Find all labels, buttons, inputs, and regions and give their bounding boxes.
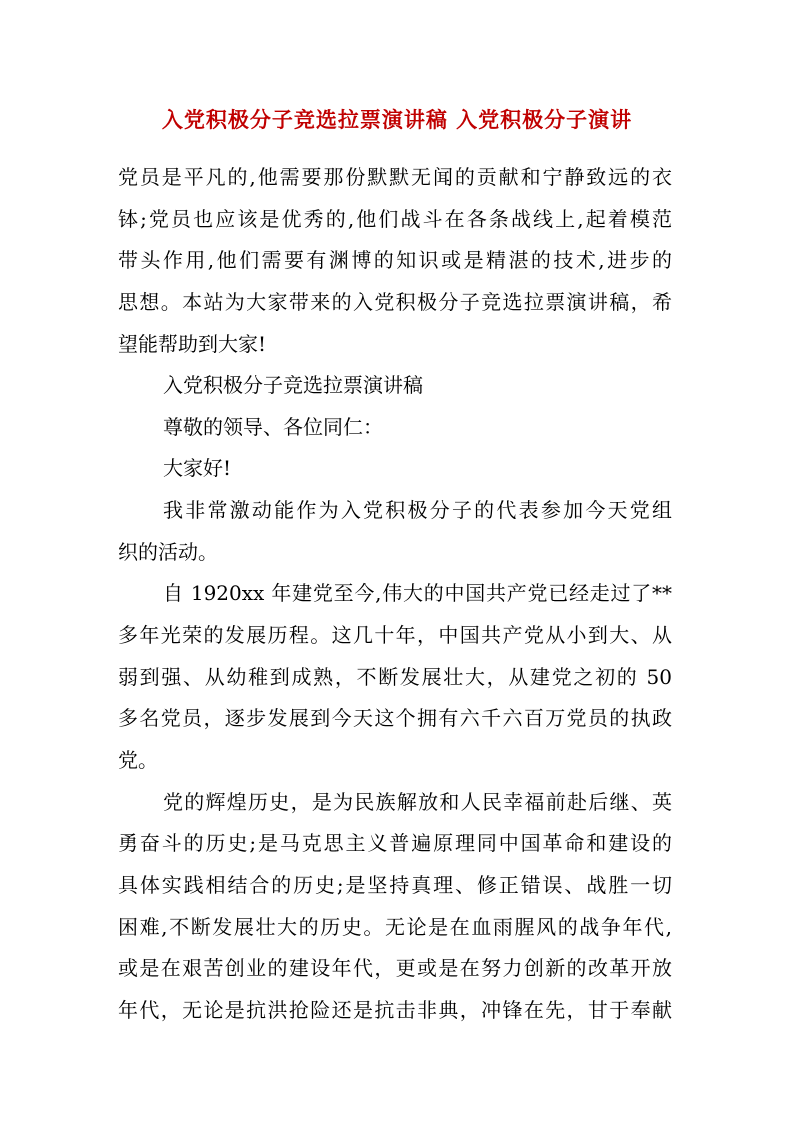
document-body <box>118 157 672 1031</box>
salutation <box>118 407 672 449</box>
text-line: 织的活动。 <box>118 539 218 564</box>
text-line: 自 1920xx 年建党至今,伟大的中国共产党已经走过了** <box>163 581 672 606</box>
text-line: 入党积极分子竞选拉票演讲稿 <box>163 373 423 398</box>
text-line: 党。 <box>118 747 158 772</box>
greeting <box>118 448 672 490</box>
body-paragraph <box>118 490 672 573</box>
text-line: 具体实践相结合的历史;是坚持真理、修正错误、战胜一切 <box>118 872 672 897</box>
text-line: 弱到强、从幼稚到成熟，不断发展壮大，从建党之初的 50 <box>118 664 672 689</box>
text-line: 困难,不断发展壮大的历史。无论是在血雨腥风的战争年代, <box>118 914 672 939</box>
text-line: 党员是平凡的,他需要那份默默无闻的贡献和宁静致远的衣 <box>118 165 672 189</box>
text-line: 党的辉煌历史，是为民族解放和人民幸福前赴后继、英 <box>163 789 672 814</box>
text-line: 勇奋斗的历史;是马克思主义普遍原理同中国革命和建设的 <box>118 831 672 856</box>
speech-heading <box>118 365 672 407</box>
text-line: 我非常激动能作为入党积极分子的代表参加今天党组 <box>163 498 672 523</box>
text-line: 或是在艰苦创业的建设年代，更或是在努力创新的改革开放 <box>118 956 672 981</box>
text-line: 多名党员，逐步发展到今天这个拥有六千六百万党员的执政 <box>118 706 672 731</box>
text-line: 带头作用,他们需要有渊博的知识或是精湛的技术,进步的 <box>118 248 672 273</box>
text-line: 年代，无论是抗洪抢险还是抗击非典，冲锋在先，甘于奉献 <box>118 997 672 1022</box>
text-line: 思想。本站为大家带来的入党积极分子竞选拉票演讲稿，希 <box>118 289 672 314</box>
intro-paragraph <box>118 157 672 365</box>
text-line: 大家好! <box>163 456 232 481</box>
text-line: 尊敬的领导、各位同仁： <box>163 414 383 439</box>
text-line: 钵;党员也应该是优秀的,他们战斗在各条战线上,起着模范 <box>118 206 672 231</box>
body-paragraph <box>118 782 672 1032</box>
document-title: 入党积极分子竞选拉票演讲稿 入党积极分子演讲 <box>161 107 633 132</box>
body-paragraph <box>118 573 672 781</box>
text-line: 望能帮助到大家! <box>118 331 267 356</box>
text-line: 多年光荣的发展历程。这几十年，中国共产党从小到大、从 <box>118 623 672 648</box>
